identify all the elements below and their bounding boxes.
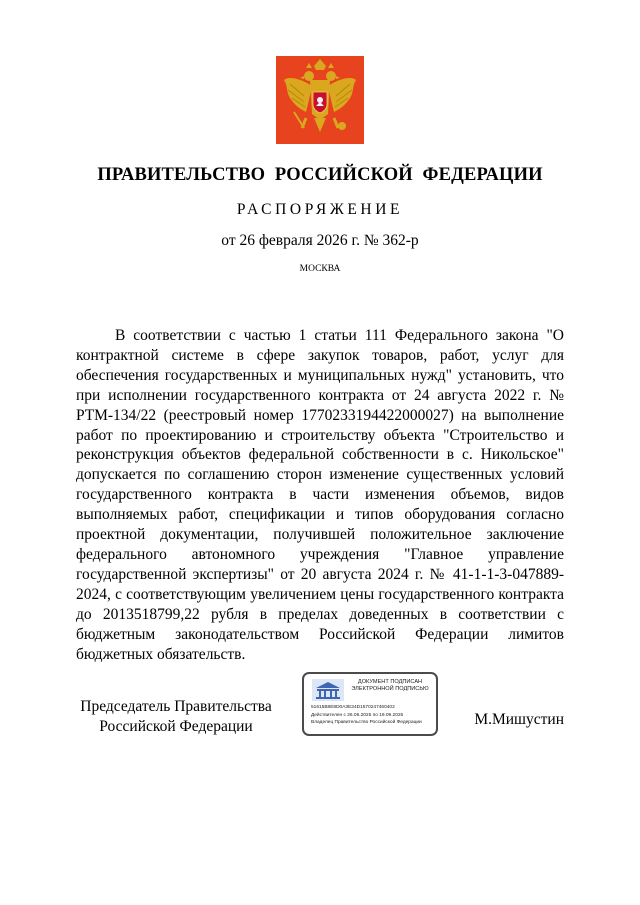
coat-of-arms-emblem <box>276 56 364 144</box>
document-date-number: от 26 февраля 2026 г. № 362-р <box>221 232 419 249</box>
decree-body-text: В соответствии с частью 1 статьи 111 Федерального закона "О контрактной системе в сфере закупок товаров, работ, услуг для обеспечения государственных и муниципальных нужд" установить, что при исполнении государственного контракта от 24 августа 2022 г. № РТМ-134/22 (реестровый номер 1770233194422000027) на выполнение работ по проектированию и строительству объекта "Строительство и реконструкция объектов федеральной собственности в с. Никольское" допускается по соглашению сторон изменение существенных условий государственного контракта в части изменения объемов, видов выполняемых работ, спецификации и типов оборудования согласно проектной документации, получившей положительное заключение федерального автономного учреждения "Главное управление государственной экспертизы" от 20 августа 2024 г. № 41-1-1-3-047889-2024, с соответствующим увеличением цены государственного контракта до 2013518799,22 рубля в пределах доведенных в соответствии с бюджетным законодательством Российской Федерации лимитов бюджетных обязательств. <box>76 327 564 663</box>
government-title: ПРАВИТЕЛЬСТВО РОССИЙСКОЙ ФЕДЕРАЦИИ <box>97 165 543 185</box>
stamp-certificate-serial: 51615B8E8D0A3E34D1570247460402 <box>311 705 395 710</box>
stamp-owner: Владелец Правительство Российской Федерации <box>311 720 422 725</box>
emblem-orb <box>338 122 346 130</box>
signatory-position-line2: Российской Федерации <box>99 718 253 735</box>
emblem-head-right <box>326 71 336 81</box>
stamp-title-line1: ДОКУМЕНТ ПОДПИСАН <box>357 679 423 685</box>
signatory-name: М.Мишустин <box>474 711 564 728</box>
document-city: МОСКВА <box>299 264 341 274</box>
government-building-icon <box>311 678 345 702</box>
electronic-signature-stamp <box>302 672 438 736</box>
signatory-position <box>76 697 276 737</box>
stamp-validity: Действителен с 26.06.2025 по 19.09.2026 <box>311 713 404 718</box>
document-type: РАСПОРЯЖЕНИЕ <box>236 201 404 218</box>
stamp-title-line2: ЭЛЕКТРОННОЙ ПОДПИСЬЮ <box>351 686 429 692</box>
emblem-head-left <box>304 71 314 81</box>
stamp-title <box>346 679 434 693</box>
signatory-position-line1: Председатель Правительства <box>80 698 272 715</box>
